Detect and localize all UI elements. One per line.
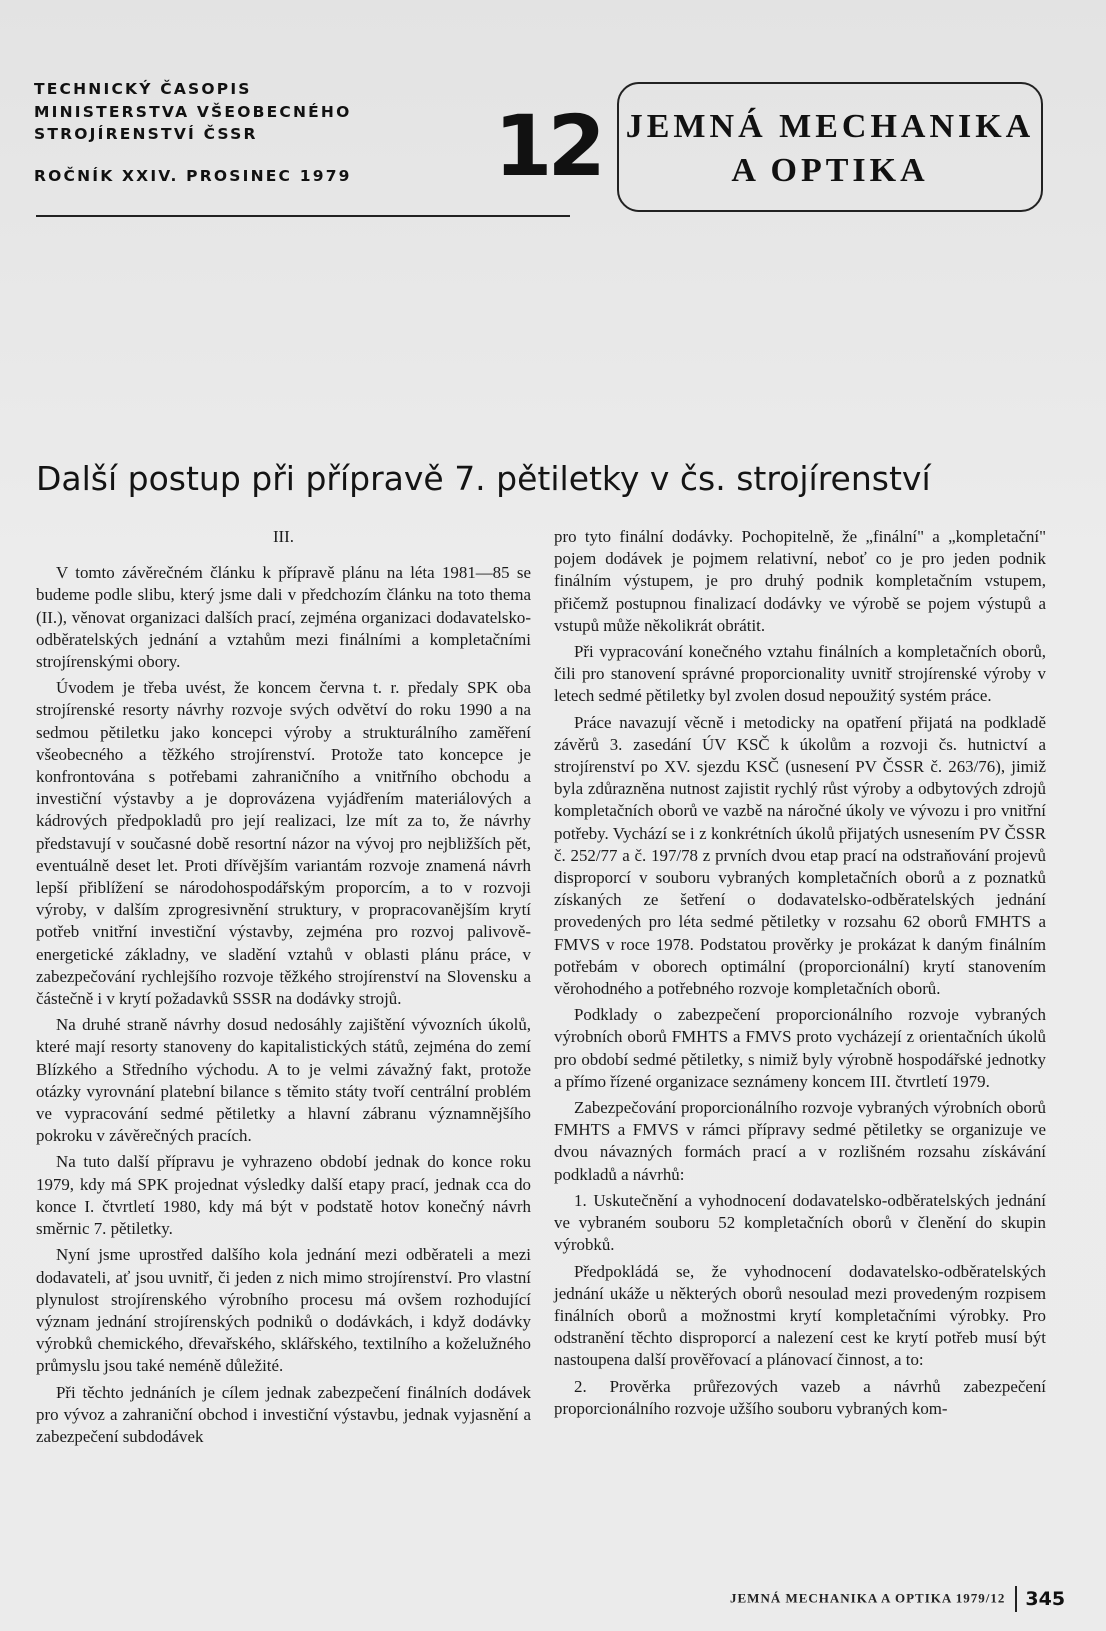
paragraph: Předpokládá se, že vyhodnocení dodavatelsko-odběratelských jednání ukáže u některých oborů nesoulad mezi provedeným rozpisem finálních oborů a možnostmi krytí kompletačními výrobky. Pro odstranění těchto disproporcí a nalezení cest ke krytí potřeb musí být nastoupena další prověřovací a plánovací činnost, a to: bbox=[554, 1261, 1046, 1370]
masthead bbox=[34, 78, 359, 187]
section-number: III. bbox=[272, 527, 295, 546]
masthead-volume-date: ROČNÍK XXIV. PROSINEC 1979 bbox=[34, 166, 352, 185]
running-head: JEMNÁ MECHANIKA A OPTIKA 1979/12 bbox=[730, 1590, 1006, 1606]
paragraph: Zabezpečování proporcionálního rozvoje vybraných výrobních oborů FMHTS a FMVS v rámci přípravy sedmé pětiletky se organizuje ve dvou návazných formách prací a v rozlišném rozsahu získávání podkladů a návrhů: bbox=[554, 1098, 1046, 1184]
paragraph: 1. Uskutečnění a vyhodnocení dodavatelsko-odběratelských jednání ve vybraném souboru 52 kompletačních oborů v členění do skupin výrobků. bbox=[554, 1190, 1046, 1255]
paragraph: Práce navazují věcně i metodicky na opatření přijatá na podkladě závěrů 3. zasedání ÚV KSČ k úkolům a rozvoji čs. hutnictví a strojírenství po XV. sjezdu KSČ (usnesení PV ČSSR č. 263/76), jimiž byla zdůrazněna nutnost zajistit rychlý růst výroby a odbytových zdrojů kompletačních oborů ve vazbě na náročné úkoly ve vývozu i pro vnitřní potřeby. Vychází se i z konkrétních úkolů přijatých usnesením PV ČSSR č. 252/77 a č. 197/78 z prvních dvou etap prací na odstraňování projevů disproporcí v souboru vybraných kompletačních oborů a z poznatků získaných ze šetření o dodavatelsko-odběratelských jednání provedených pro léta sedmé pětiletky v rozsahu 62 oborů FMHTS a FMVS v roce 1978. Podstatou prověrky je prokázat k daným finálním potřebám v oborech optimální (proporcionální) krytí stanovením věrohodného a potřebného rozvoje kompletačních oborů. bbox=[554, 712, 1046, 999]
article-title: Další postup při přípravě 7. pětiletky v čs. strojírenství bbox=[36, 459, 931, 498]
masthead-rule bbox=[36, 215, 570, 217]
journal-title-line-2: A OPTIKA bbox=[731, 152, 929, 189]
page-footer bbox=[730, 1586, 1066, 1612]
paragraph: Úvodem je třeba uvést, že koncem června t. r. předaly SPK oba strojírenské resorty návrhy rozvoje svých odvětví do roku 1990 a na sedmou pětiletku jako koncepci výroby a strukturálního zaměření všeobecného a těžkého strojírenství. Protože tato koncepce je konfrontována s potřebami zahraničního a vnitřního obchodu a investiční výstavby a je doprovázena vyjádřením materiálových a kádrových předpokladů pro její realizaci, lze mít za to, že návrhy představují v současné době resortní názor na vývoj pro nejbližších pět, eventuálně deset let. Proti dřívějším variantám rozvoje znamená návrh lepší přiblížení se národohospodářským proporcím, a to v rozvoji výroby, v dalším zprogresivnění struktury, v propracovanějším krytí potřeb vnitřní investiční výstavby, zejména pro rozvoj palivově-energetické základny, ve sladění vztahů v oblasti plánu práce, v zabezpečování rychlejšího rozvoje těžkého strojírenství na Slovensku a částečně i v krytí požadavků SSSR na dodávky strojů. bbox=[36, 678, 531, 1009]
paragraph: 2. Prověrka průřezových vazeb a návrhů zabezpečení proporcionálního rozvoje užšího souboru vybraných kom- bbox=[554, 1376, 1046, 1418]
masthead-publisher-line-3: STROJÍRENSTVÍ ČSSR bbox=[34, 125, 258, 143]
paragraph: V tomto závěrečném článku k přípravě plánu na léta 1981—85 se budeme podle slibu, který jsme dali v předchozím článku na toto thema (II.), věnovat organizaci dalších prací, zejména organizaci dodavatelsko-odběratelských jednání a vztahům mezi finálními a kompletačními strojírenskými obory. bbox=[36, 563, 531, 672]
paragraph: Při těchto jednáních je cílem jednak zabezpečení finálních dodávek pro vývoz a zahraniční obchod i investiční výstavbu, jednak vyjasnění a zabezpečení subdodávek bbox=[36, 1382, 531, 1446]
paragraph: Podklady o zabezpečení proporcionálního rozvoje vybraných výrobních oborů FMHTS a FMVS proto vycházejí z orientačních úkolů pro období sedmé pětiletky, s nimiž byly výrobně hospodářské jednotky a přímo řízené organizace seznámeny koncem III. čtvrtletí 1979. bbox=[554, 1005, 1046, 1091]
page-number: 345 bbox=[1025, 1588, 1066, 1610]
masthead-publisher-line-2: MINISTERSTVA VŠEOBECNÉHO bbox=[34, 102, 352, 121]
paragraph: Na tuto další přípravu je vyhrazeno období jednak do konce roku 1979, kdy má SPK projednat výsledky další etapy prací, jednak cca do konce I. čtvrtletí 1980, kdy má být v podstatě hotov konečný návrh směrnic 7. pětiletky. bbox=[36, 1152, 531, 1239]
paragraph: Nyní jsme uprostřed dalšího kola jednání mezi odběrateli a mezi dodavateli, ať jsou uvnitř, či jeden z nich mimo strojírenství. Pro vlastní plynulost strojírenského výrobního procesu má ovšem rozhodující význam jednání strojírenských podniků o dodávkách, i když dodávky výrobků chemického, dřevařského, sklářského, textilního a koželužného průmyslu jsou také neméně důležité. bbox=[36, 1245, 531, 1376]
paragraph: Při vypracování konečného vztahu finálních a kompletačních oborů, čili pro stanovení správné proporcionality uvnitř strojírenské výroby v letech sedmé pětiletky byl zvolen dosud nepoužitý systém práce. bbox=[554, 642, 1046, 706]
issue-number: 12 bbox=[494, 97, 601, 195]
footer-divider bbox=[1015, 1586, 1017, 1612]
journal-title-line-1: JEMNÁ MECHANIKA bbox=[625, 108, 1035, 145]
masthead-publisher-line-1: TECHNICKÝ ČASOPIS bbox=[34, 80, 252, 98]
article-column-right bbox=[554, 526, 1046, 1420]
paragraph: pro tyto finální dodávky. Pochopitelně, že „finální" a „kompletační" pojem dodávek je pojmem relativní, neboť co je pro jeden podnik finálním výstupem, je pro druhý podnik kompletačním vstupem, přičemž postupnou finalizací dodávky ve výrobě se pojem výstupů a vstupů může několikrát obrátit. bbox=[554, 527, 1046, 635]
article-column-left bbox=[36, 526, 531, 1448]
journal-title-box bbox=[617, 82, 1043, 212]
paragraph: Na druhé straně návrhy dosud nedosáhly zajištění vývozních úkolů, které mají resorty stanoveny do kapitalistických států, zejména do zemí Blízkého a Středního východu. A to je velmi závažný fakt, protože otázky vyrovnání platební bilance s těmito státy tvoří centrální problém ve vypracování sedmé pětiletky a hlavní zábranu významnějšího pokroku v závěrečných pracích. bbox=[36, 1015, 531, 1146]
